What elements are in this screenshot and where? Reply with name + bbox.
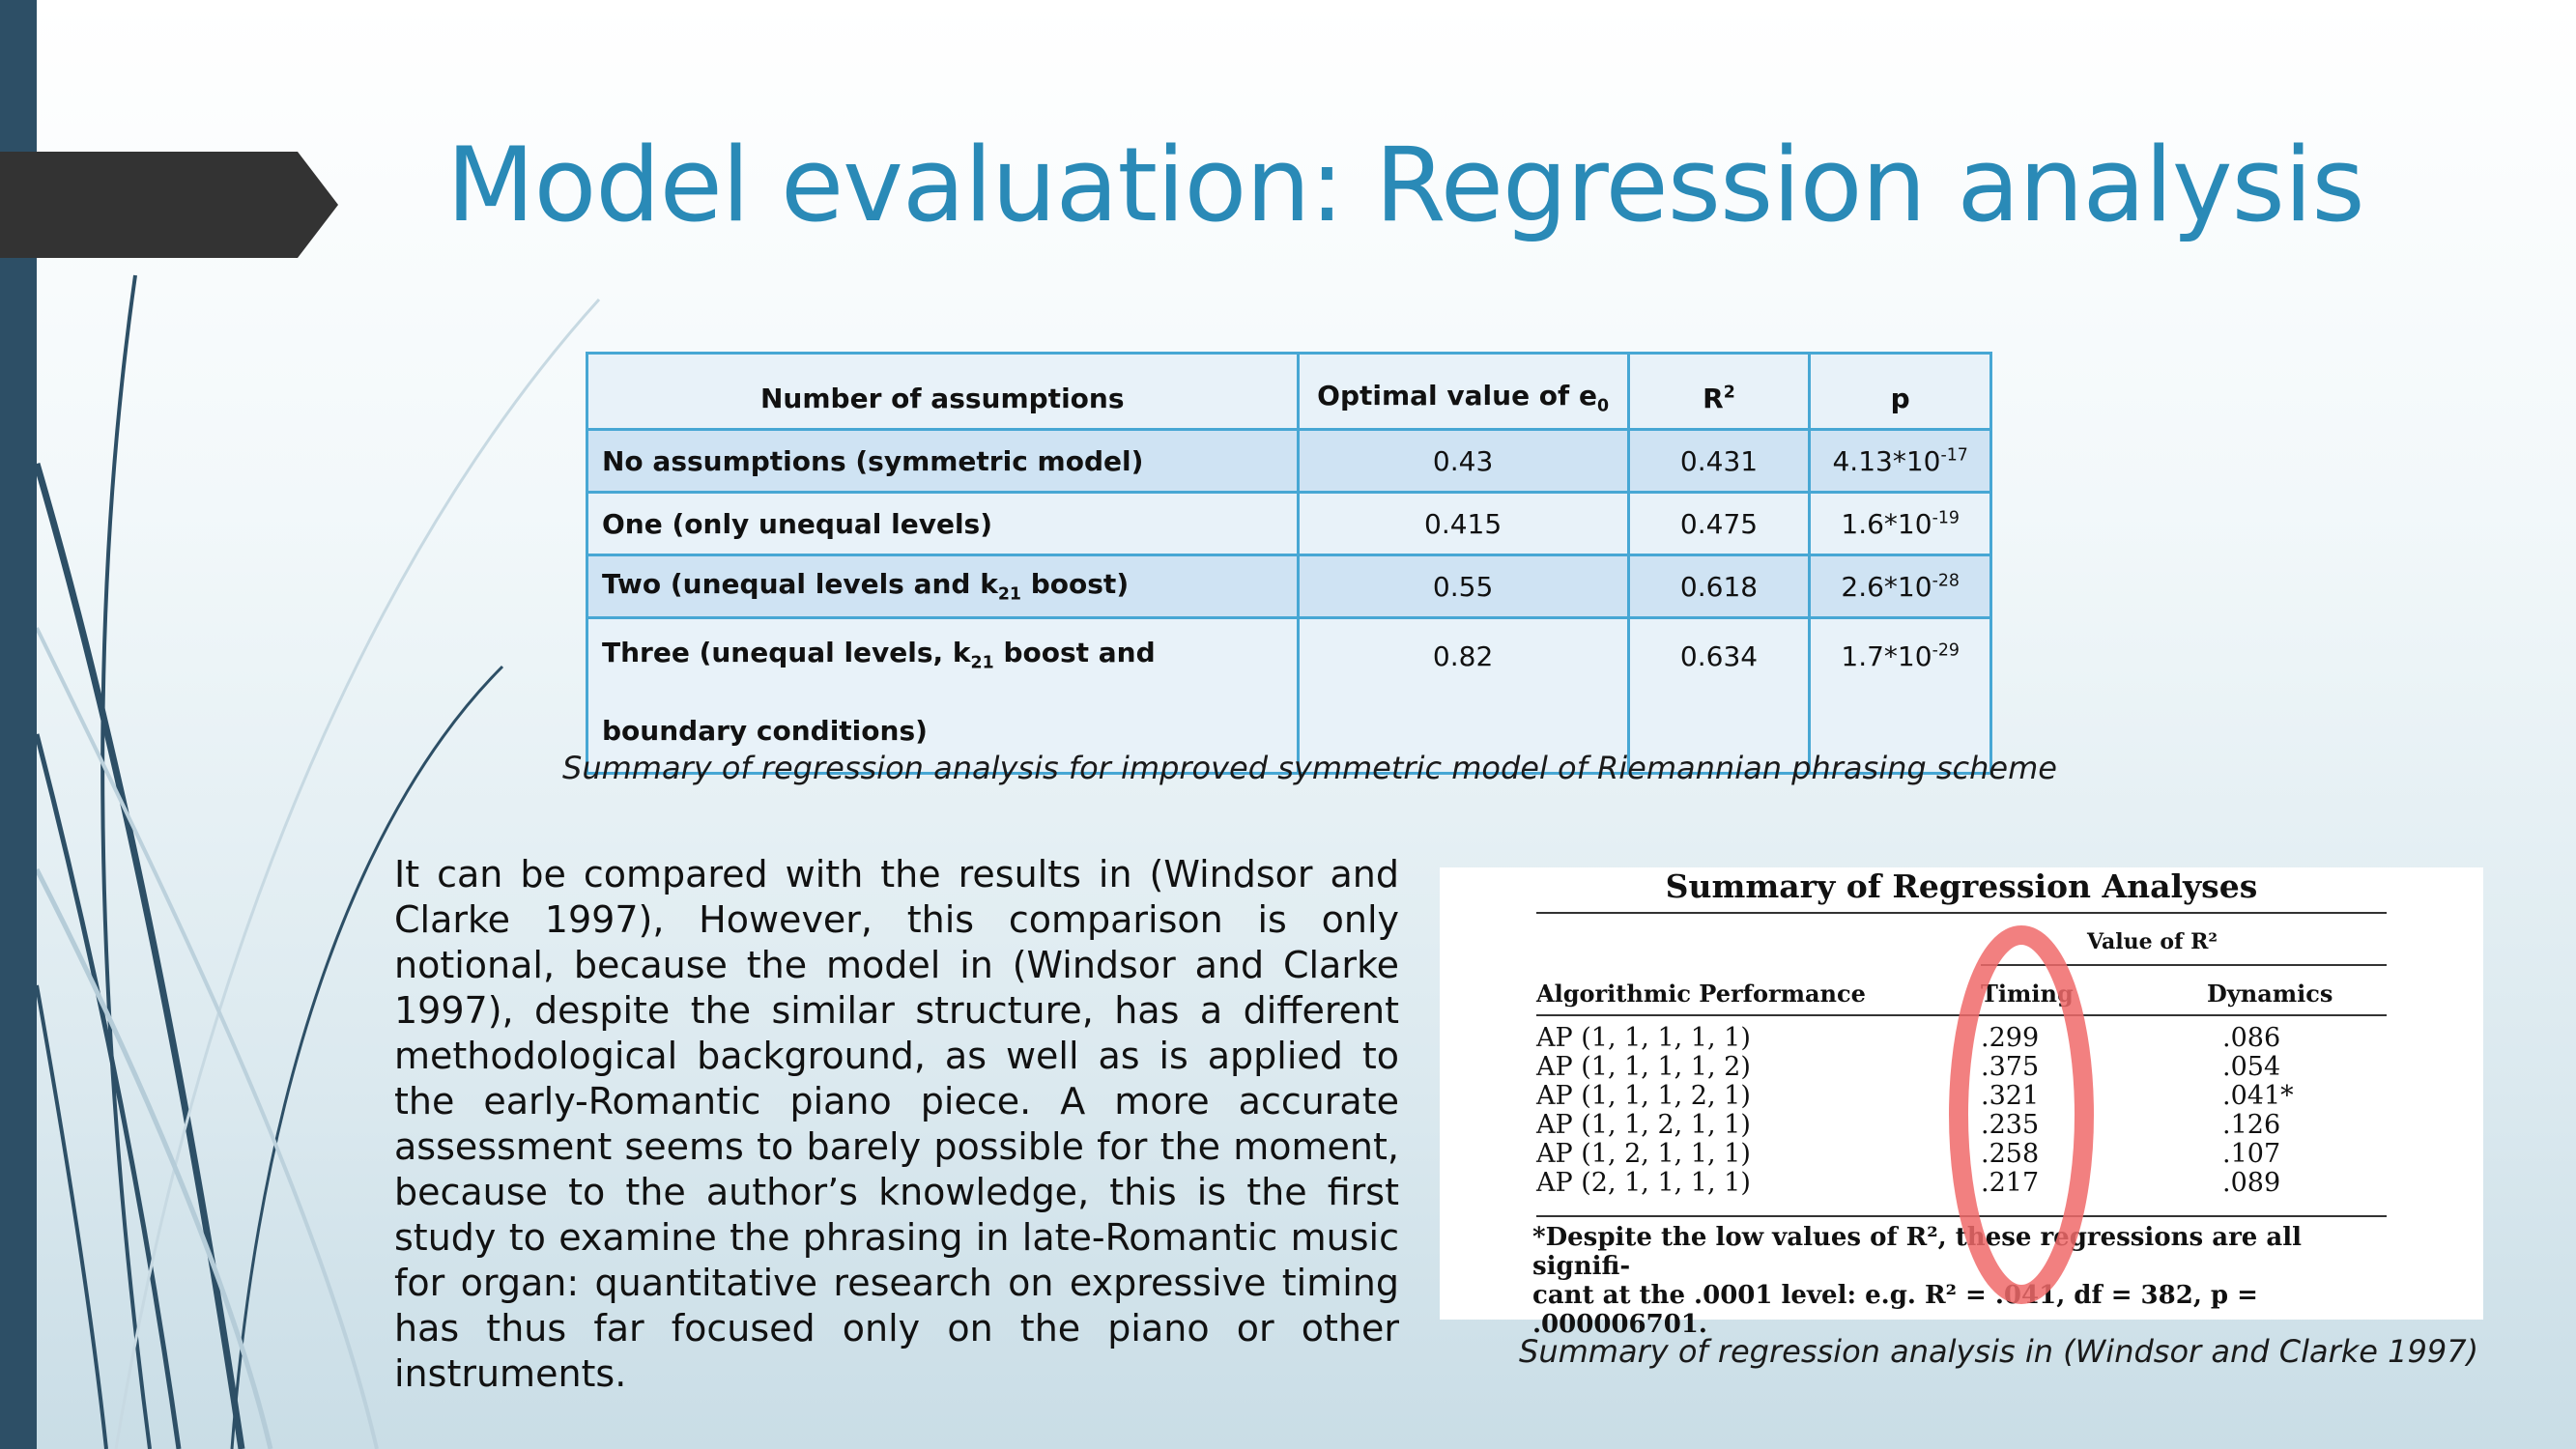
scan-cell-ap: AP (2, 1, 1, 1, 1) [1536, 1168, 1751, 1198]
cell-r2: 0.634 [1628, 618, 1810, 774]
scan-header-dynamics: Dynamics [2207, 980, 2333, 1008]
scan-caption: Summary of regression analysis in (Windsor and Clarke 1997) [1519, 1333, 2479, 1370]
row-label: Two (unequal levels and $k_{21}$ boost) [587, 555, 1299, 618]
slide-title: Model evaluation: Regression analysis [446, 126, 2364, 244]
cell-e0: 0.415 [1298, 493, 1628, 555]
scan-cell-timing: .258 [1981, 1139, 2040, 1169]
cell-r2: 0.475 [1628, 493, 1810, 555]
header-number-of-assumptions: Number of assumptions [587, 354, 1299, 430]
row-label: No assumptions (symmetric model) [587, 430, 1299, 493]
cell-p: $1.6*10^{-19}$ [1810, 493, 1991, 555]
cell-p: $1.7*10^{-29}$ [1810, 618, 1991, 774]
scan-cell-ap: AP (1, 1, 1, 2, 1) [1536, 1081, 1751, 1111]
table-header-row [587, 354, 1991, 430]
scan-footnote-line: cant at the .0001 level: e.g. R² = .041, df = 382, p = .000006701. [1532, 1281, 2258, 1339]
scan-header-algorithmic: Algorithmic Performance [1536, 980, 1866, 1008]
scan-cell-timing: .321 [1981, 1081, 2040, 1111]
scan-cell-timing: .235 [1981, 1110, 2040, 1140]
cell-p: $4.13*10^{-17}$ [1810, 430, 1991, 493]
regression-table [586, 352, 1992, 775]
cell-p: $2.6*10^{-28}$ [1810, 555, 1991, 618]
table-row [587, 555, 1991, 618]
scan-title: Summary of Regression Analyses [1665, 867, 2258, 905]
cell-e0: 0.82 [1298, 618, 1628, 774]
table-caption: Summary of regression analysis for improved symmetric model of Riemannian phrasing scheme [562, 750, 2057, 786]
row-label: Three (unequal levels, $k_{21}$ boost and boundary conditions) [587, 618, 1299, 774]
scan-cell-dynamics: .041* [2222, 1081, 2294, 1111]
scan-cell-dynamics: .089 [2222, 1168, 2281, 1198]
row-label: One (only unequal levels) [587, 493, 1299, 555]
scan-value-of-label: Value of R² [2087, 929, 2218, 954]
highlight-oval [1440, 867, 2483, 1320]
scan-cell-timing: .299 [1981, 1023, 2040, 1053]
cell-e0: 0.55 [1298, 555, 1628, 618]
table-row [587, 430, 1991, 493]
scan-cell-dynamics: .107 [2222, 1139, 2281, 1169]
scan-cell-ap: AP (1, 1, 1, 1, 1) [1536, 1023, 1751, 1053]
scanned-table-image [1440, 867, 2483, 1339]
scan-cell-ap: AP (1, 1, 1, 1, 2) [1536, 1052, 1751, 1082]
cell-e0: 0.43 [1298, 430, 1628, 493]
header-p: p [1810, 354, 1991, 430]
scan-cell-timing: .217 [1981, 1168, 2040, 1198]
scan-cell-timing: .375 [1981, 1052, 2040, 1082]
header-r-squared: $R^2$ [1628, 354, 1810, 430]
scan-header-timing: Timing [1981, 980, 2074, 1008]
title-arrow-tab [0, 152, 338, 258]
scan-cell-dynamics: .086 [2222, 1023, 2281, 1053]
scan-cell-dynamics: .126 [2222, 1110, 2281, 1140]
scan-cell-dynamics: .054 [2222, 1052, 2281, 1082]
scan-footnote-line: *Despite the low values of R², these regressions are all signifi- [1532, 1223, 2302, 1281]
cell-r2: 0.618 [1628, 555, 1810, 618]
scan-cell-ap: AP (1, 1, 2, 1, 1) [1536, 1110, 1751, 1140]
scan-cell-ap: AP (1, 2, 1, 1, 1) [1536, 1139, 1751, 1169]
body-paragraph: It can be compared with the results in (Windsor and Clarke 1997), However, this comparison is only notional, because the model in (Windsor and Clarke 1997), despite the similar structure, has a different methodological background, as well as is applied to the early-Romantic piano piece. A more accurate assessment seems to barely possible for the moment, because to the author’s knowledge, this is the first study to examine the phrasing in late-Romantic music for organ: quantitative research on expressive timing has thus far focused only on the piano or other instruments. [394, 853, 1399, 1395]
table-row [587, 493, 1991, 555]
cell-r2: 0.431 [1628, 430, 1810, 493]
header-optimal-value: Optimal value of $e_0$ [1298, 354, 1628, 430]
